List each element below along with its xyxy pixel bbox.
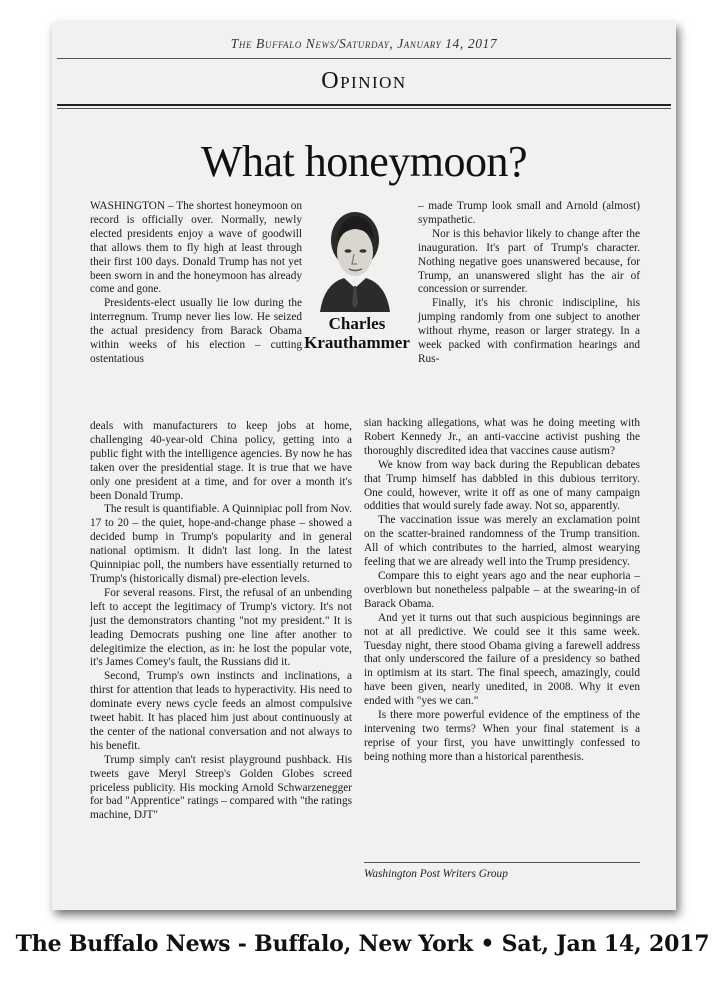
author-first-name: Charles <box>328 314 386 333</box>
paragraph: – made Trump look small and Arnold (almost) sympathetic. <box>418 200 640 226</box>
syndicate-credit: Washington Post Writers Group <box>364 868 508 880</box>
page-folio: The Buffalo News/Saturday, January 14, 2017 <box>230 36 498 51</box>
author-photo <box>310 204 400 312</box>
article-column-left-upper <box>90 200 302 367</box>
newspaper-clipping <box>52 22 676 910</box>
section-rule-thick <box>57 104 671 106</box>
section-title: Opinion <box>321 68 407 94</box>
paragraph: WASHINGTON – The shortest honeymoon on record is officially over. Normally, newly elected presidents enjoy a wave of goodwill that allows them to fly high at least through their first 100 days. Donald Trump has not yet been sworn in and the honeymoon has already come and gone. <box>90 200 303 296</box>
article-column-right-lower <box>364 417 640 765</box>
article-column-right-upper <box>418 200 640 367</box>
top-rule <box>57 58 671 59</box>
credit-rule <box>364 862 640 863</box>
paragraph: We know from way back during the Republican debates that Trump himself has dabbled in this dubious territory. One could, however, write it off as one of many campaign oddities that would surely fade away. Not so, apparently. <box>364 458 640 513</box>
paragraph: sian hacking allegations, what was he doing meeting with Robert Kennedy Jr., an anti-vaccine activist pushing the thoroughly discredited idea that vaccines cause autism? <box>364 417 640 457</box>
paragraph: deals with manufacturers to keep jobs at home, challenging 40-year-old China policy, getting into a public fight with the intelligence agencies. By now he has taken over the presidential stage. It is true that we have only one president at a time, and for over a month it's been Donald Trump. <box>90 420 352 502</box>
section-rule-thin <box>57 108 671 109</box>
article-headline: What honeymoon? <box>200 137 528 186</box>
paragraph: Presidents-elect usually lie low during the interregnum. Trump never lies low. He seized the actual presidency from Barack Obama within weeks of his election – cutting ostentatious <box>90 297 302 365</box>
paragraph: Compare this to eight years ago and the near euphoria – overblown but nonetheless palpable – at the swearing-in of Barack Obama. <box>364 569 640 610</box>
author-byline <box>302 314 412 352</box>
paragraph: Nor is this behavior likely to change after the inauguration. It's part of Trump's character. Nothing negative goes unanswered because, for Trump, an unanswered slight has the air of concession or surrender. <box>418 227 640 296</box>
paragraph: Second, Trump's own instincts and inclinations, a thirst for attention that leads to hyperactivity. His need to dominate every news cycle feeds an almost compulsive tweet habit. It has placed him just about continuously at the center of the national conversation and not always to his benefit. <box>90 670 352 752</box>
paragraph: Finally, it's his chronic indiscipline, his jumping randomly from one subject to another without rhyme, reason or larger strategy. In a week packed with confirmation hearings and Rus- <box>418 297 640 365</box>
paragraph: Is there more powerful evidence of the emptiness of the intervening two terms? When your final statement is a reprise of your first, you have unwittingly confessed to being nothing more than a historical parenthesis. <box>364 709 640 763</box>
paragraph: The vaccination issue was merely an exclamation point on the scatter-brained randomness of the Trump transition. All of which contributes to the harried, almost wearying feeling that we are already well into the Trump presidency. <box>364 514 640 569</box>
source-caption: The Buffalo News - Buffalo, New York • Sat, Jan 14, 2017 <box>15 931 710 957</box>
author-last-name: Krauthammer <box>304 333 410 352</box>
paragraph: And yet it turns out that such auspicious beginnings are not at all predictive. We could see it this same week. Tuesday night, there stood Obama giving a farewell address that only underscored the failure of a presidency so bathed in optimism at its start. The final speech, amazingly, could have been given, nearly unedited, in 2008. Why it even ended with "yes we can." <box>364 611 640 708</box>
paragraph: Trump simply can't resist playground pushback. His tweets gave Meryl Streep's Golden Globes screed priceless publicity. His mocking Arnold Schwarzenegger for bad "Apprentice" ratings – compared with "the ratings machine, DJT" <box>90 753 352 822</box>
paragraph: The result is quantifiable. A Quinnipiac poll from Nov. 17 to 20 – the quiet, hope-and-change phase – showed a decided bump in Trump's popularity and in general national optimism. It didn't last long. In the latest Quinnipiac poll, the numbers have essentially returned to Trump's (historically dismal) pre-election levels. <box>90 503 352 585</box>
article-column-left-lower <box>90 420 352 823</box>
paragraph: For several reasons. First, the refusal of an unbending left to accept the legitimacy of Trump's victory. It's not just the demonstrators chanting "not my president." It is leading Democrats pushing one line after another to delegitimize the election, as in: he lost the popular vote, it's James Comey's fault, the Russians did it. <box>90 586 352 669</box>
